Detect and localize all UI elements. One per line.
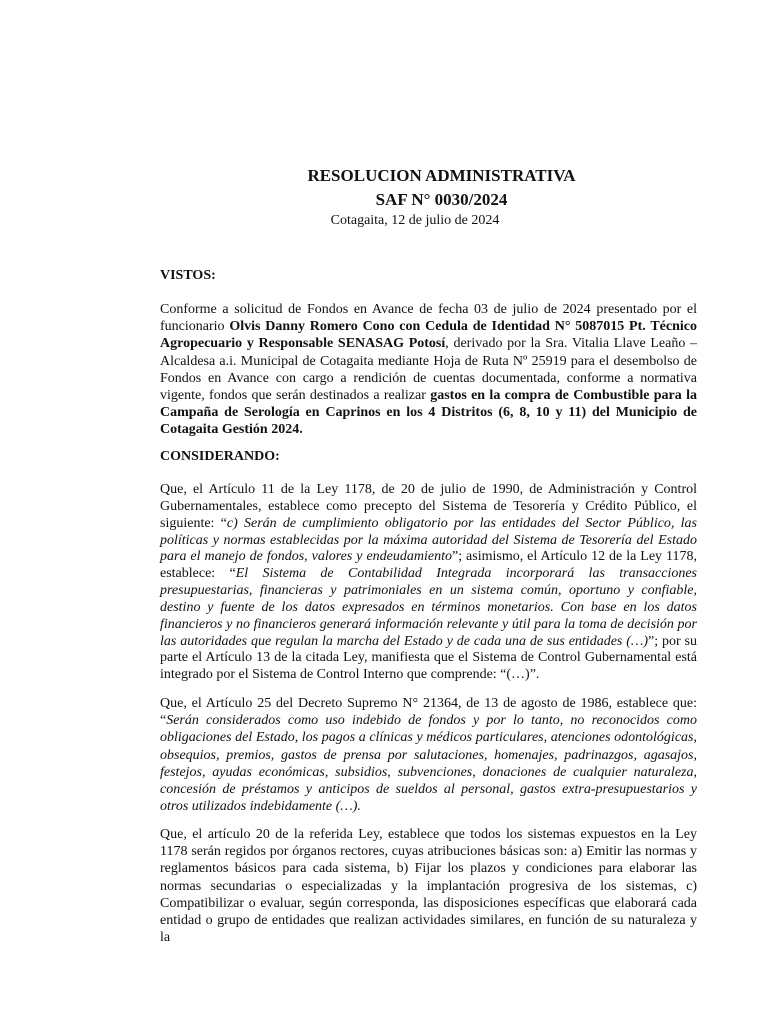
considerando-paragraph-1 — [160, 482, 697, 684]
vistos-paragraph — [160, 301, 697, 439]
place-date: Cotagaita, 12 de julio de 2024 — [330, 213, 500, 228]
p1-text-3: ”; por su parte el Artículo 13 de la citada Ley, manifiesta que el Sistema de Control Gubernamental está integrado por el Sistema de Control Interno que comprende: “(…)”. — [160, 633, 697, 683]
p1-text-1: Que, el Artículo 11 de la Ley 1178, de 20 de julio de 1990, de Administración y Control Gubernamentales, establece como precepto del Sistema de Tesorería y Crédito Público, el siguiente: “ — [160, 482, 697, 531]
considerando-heading: CONSIDERANDO: — [160, 449, 280, 464]
p1-quote-1: c) Serán de cumplimiento obligatorio por las entidades del Sector Público, las políticas y normas establecidas por la máxima autoridad del Sistema de Tesorería del Estado para el manejo de fondos, valores y endeudamiento — [160, 515, 697, 565]
p1-quote-2: El Sistema de Contabilidad Integrada incorporará las transacciones presupuestarias, financieras y patrimoniales en un sistema común, oportuno y confiable, destino y fuente de los datos expresados en términos monetarios. Con base en los datos financieros y no financieros generará información relevante y útil para la toma de decisión por las autoridades que regulan la marcha del Estado y de cada una de sus entidades (…) — [160, 566, 697, 649]
vistos-bold-1: Olvis Danny Romero Cono con Cedula de Identidad N° 5087015 Pt. Técnico Agropecuario y Responsable SENASAG Potosí — [160, 319, 697, 352]
resolution-title: RESOLUCION ADMINISTRATIVA — [307, 166, 576, 185]
p2-quote-1: Serán considerados como uso indebido de fondos y por lo tanto, no reconocidos como obligaciones del Estado, los pagos a clínicas y médicos particulares, atenciones odontológicas, obsequios, premios, gastos de prensa por salutaciones, homenajes, padrinazgos, agasajos, festejos, ayudas económicas, subsidios, subvenciones, donaciones de cualquier naturaleza, concesión de préstamos y anticipos de sueldos al personal, gastos extra-presupuestarios y otros utilizados indebidamente (…). — [160, 713, 697, 815]
p2-text-1: Que, el Artículo 25 del Decreto Supremo N° 21364, de 13 de agosto de 1986, establece que: “ — [160, 696, 697, 729]
vistos-text-1: Conforme a solicitud de Fondos en Avance de fecha 03 de julio de 2024 presentado por el funcionario — [160, 302, 697, 335]
vistos-heading: VISTOS: — [160, 268, 216, 283]
vistos-text-2: , derivado por la Sra. Vitalia Llave Leaño – Alcaldesa a.i. Municipal de Cotagaita mediante Hoja de Ruta Nº 25919 para el desembolso de Fondos en Avance con cargo a rendición de cuentas documentada, conforme a normativa vigente, fondos que serán destinados a realizar — [160, 336, 697, 404]
resolution-number: SAF N° 0030/2024 — [375, 190, 508, 209]
vistos-bold-2: gastos en la compra de Combustible para la Campaña de Serología en Caprinos en los 4 Distritos (6, 8, 10 y 11) del Municipio de Cotagaita Gestión 2024. — [160, 388, 697, 438]
considerando-paragraph-2 — [160, 695, 697, 815]
considerando-paragraph-3: Que, el artículo 20 de la referida Ley, establece que todos los sistemas expuestos en la Ley 1178 serán regidos por órganos rectores, cuyas atribuciones básicas son: a) Emitir las normas y reglamentos básicos para cada sistema, b) Fijar los plazos y condiciones para elaborar las normas secundarias o especializadas y la implantación progresiva de los sistemas, c) Compatibilizar o evaluar, según corresponda, las disposiciones específicas que elaborará cada entidad o grupo de entidades que realizan actividades similares, en función de su naturaleza y la — [160, 827, 697, 946]
p1-text-2: ”; asimismo, el Artículo 12 de la Ley 1178, establece: “ — [160, 549, 697, 582]
